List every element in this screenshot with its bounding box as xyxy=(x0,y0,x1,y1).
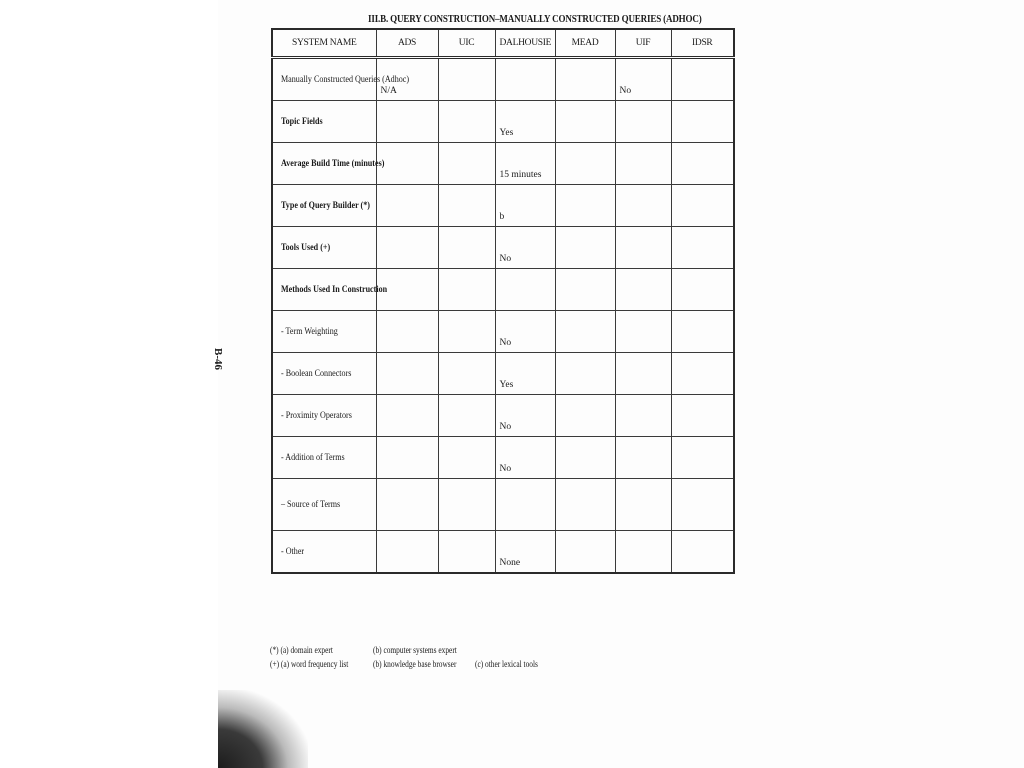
table-cell xyxy=(555,143,615,185)
table-cell xyxy=(671,311,734,353)
table-cell xyxy=(438,101,495,143)
table-cell xyxy=(555,311,615,353)
table-row xyxy=(272,479,734,531)
row-label xyxy=(272,227,376,269)
table-cell xyxy=(671,101,734,143)
table-cell xyxy=(438,479,495,531)
row-label-text: – Source of Terms xyxy=(281,499,341,510)
table-cell xyxy=(671,269,734,311)
table-cell xyxy=(438,531,495,574)
table-cell: None xyxy=(495,531,555,574)
table-cell: No xyxy=(495,227,555,269)
table-row xyxy=(272,531,734,574)
table-cell xyxy=(615,479,671,531)
table-cell: No xyxy=(495,437,555,479)
row-label-text: - Proximity Operators xyxy=(281,410,352,421)
table-header-row xyxy=(272,29,734,58)
table-cell xyxy=(555,353,615,395)
row-label-text: - Other xyxy=(281,546,305,557)
query-construction-table xyxy=(271,28,735,574)
row-label-text: - Term Weighting xyxy=(281,326,338,337)
table-cell xyxy=(438,185,495,227)
table-cell xyxy=(438,143,495,185)
table-cell xyxy=(671,479,734,531)
table-row xyxy=(272,353,734,395)
table-cell xyxy=(376,353,438,395)
column-header-uif: UIF xyxy=(615,29,671,58)
table-cell xyxy=(555,531,615,574)
table-cell xyxy=(438,311,495,353)
table-cell xyxy=(555,58,615,101)
row-label xyxy=(272,395,376,437)
table-cell xyxy=(671,143,734,185)
table-cell xyxy=(376,531,438,574)
table-cell xyxy=(438,227,495,269)
footnote-query-builder-b: (b) computer systems expert xyxy=(373,645,457,655)
footnote-tools-c: (c) other lexical tools xyxy=(475,659,538,669)
table-cell xyxy=(495,58,555,101)
column-header-mead: MEAD xyxy=(555,29,615,58)
table-cell xyxy=(495,479,555,531)
table-cell xyxy=(438,58,495,101)
table-cell xyxy=(555,185,615,227)
table-cell xyxy=(555,437,615,479)
table-cell xyxy=(438,353,495,395)
table-cell xyxy=(376,185,438,227)
table-row xyxy=(272,395,734,437)
table-cell: N/A xyxy=(376,58,438,101)
column-header-system-name: SYSTEM NAME xyxy=(272,29,376,58)
table-cell: 15 minutes xyxy=(495,143,555,185)
table-cell xyxy=(671,185,734,227)
table-cell xyxy=(376,437,438,479)
footnote-tools-b: (b) knowledge base browser xyxy=(373,659,457,669)
table-cell xyxy=(615,143,671,185)
table-cell xyxy=(438,269,495,311)
row-label xyxy=(272,479,376,531)
table-row xyxy=(272,58,734,101)
table-cell xyxy=(555,227,615,269)
table-row xyxy=(272,227,734,269)
row-label-text: Average Build Time (minutes) xyxy=(281,158,385,169)
table-cell xyxy=(615,311,671,353)
page-number: B-46 xyxy=(212,348,224,370)
row-label-text: Type of Query Builder (*) xyxy=(281,200,370,211)
table-cell xyxy=(555,395,615,437)
table-body xyxy=(272,58,734,574)
table-cell xyxy=(671,395,734,437)
table-cell: No xyxy=(495,311,555,353)
row-label-text: Tools Used (+) xyxy=(281,242,331,253)
footnote-tools-a: (+) (a) word frequency list xyxy=(270,659,349,669)
row-label xyxy=(272,353,376,395)
scan-shadow xyxy=(218,690,308,768)
row-label-text: - Addition of Terms xyxy=(281,452,345,463)
table-row xyxy=(272,437,734,479)
table-row xyxy=(272,311,734,353)
table-cell: Yes xyxy=(495,101,555,143)
row-label xyxy=(272,437,376,479)
page-title: III.B. QUERY CONSTRUCTION–MANUALLY CONSTRUCTED QUERIES (ADHOC) xyxy=(368,13,702,25)
table-cell xyxy=(555,101,615,143)
row-label xyxy=(272,531,376,574)
table-cell xyxy=(615,437,671,479)
table-row xyxy=(272,269,734,311)
column-header-idsr: IDSR xyxy=(671,29,734,58)
row-label xyxy=(272,143,385,185)
table-cell xyxy=(615,395,671,437)
column-header-ads: ADS xyxy=(376,29,438,58)
table-cell xyxy=(376,479,438,531)
table-cell: b xyxy=(495,185,555,227)
row-label-text: Methods Used In Construction xyxy=(281,284,388,295)
table-cell xyxy=(376,143,438,185)
column-header-uic: UIC xyxy=(438,29,495,58)
table-cell xyxy=(555,479,615,531)
row-label xyxy=(272,185,376,227)
table-cell: No xyxy=(615,58,671,101)
table-cell xyxy=(671,531,734,574)
row-label-text: Topic Fields xyxy=(281,116,323,127)
table-cell xyxy=(376,101,438,143)
table-cell xyxy=(495,269,555,311)
table-cell xyxy=(671,437,734,479)
row-label-text: - Boolean Connectors xyxy=(281,368,352,379)
table-cell xyxy=(555,269,615,311)
table-cell xyxy=(615,269,671,311)
row-label xyxy=(272,269,388,311)
table-cell xyxy=(438,437,495,479)
table-cell xyxy=(376,395,438,437)
table-cell xyxy=(615,185,671,227)
table-cell: Yes xyxy=(495,353,555,395)
table-cell xyxy=(438,395,495,437)
table-cell xyxy=(671,353,734,395)
table-cell xyxy=(376,311,438,353)
table-cell xyxy=(615,101,671,143)
column-header-dalhousie: DALHOUSIE xyxy=(495,29,555,58)
table-row xyxy=(272,185,734,227)
row-label xyxy=(272,101,376,143)
row-label xyxy=(272,311,376,353)
table-cell xyxy=(671,58,734,101)
table-cell xyxy=(615,353,671,395)
table-cell: No xyxy=(495,395,555,437)
table-cell xyxy=(376,227,438,269)
table-row xyxy=(272,143,734,185)
table-cell xyxy=(671,227,734,269)
table-cell xyxy=(615,531,671,574)
row-label-text: Manually Constructed Queries (Adhoc) xyxy=(281,74,410,85)
footnote-query-builder-a: (*) (a) domain expert xyxy=(270,645,333,655)
table-cell xyxy=(615,227,671,269)
table-row xyxy=(272,101,734,143)
